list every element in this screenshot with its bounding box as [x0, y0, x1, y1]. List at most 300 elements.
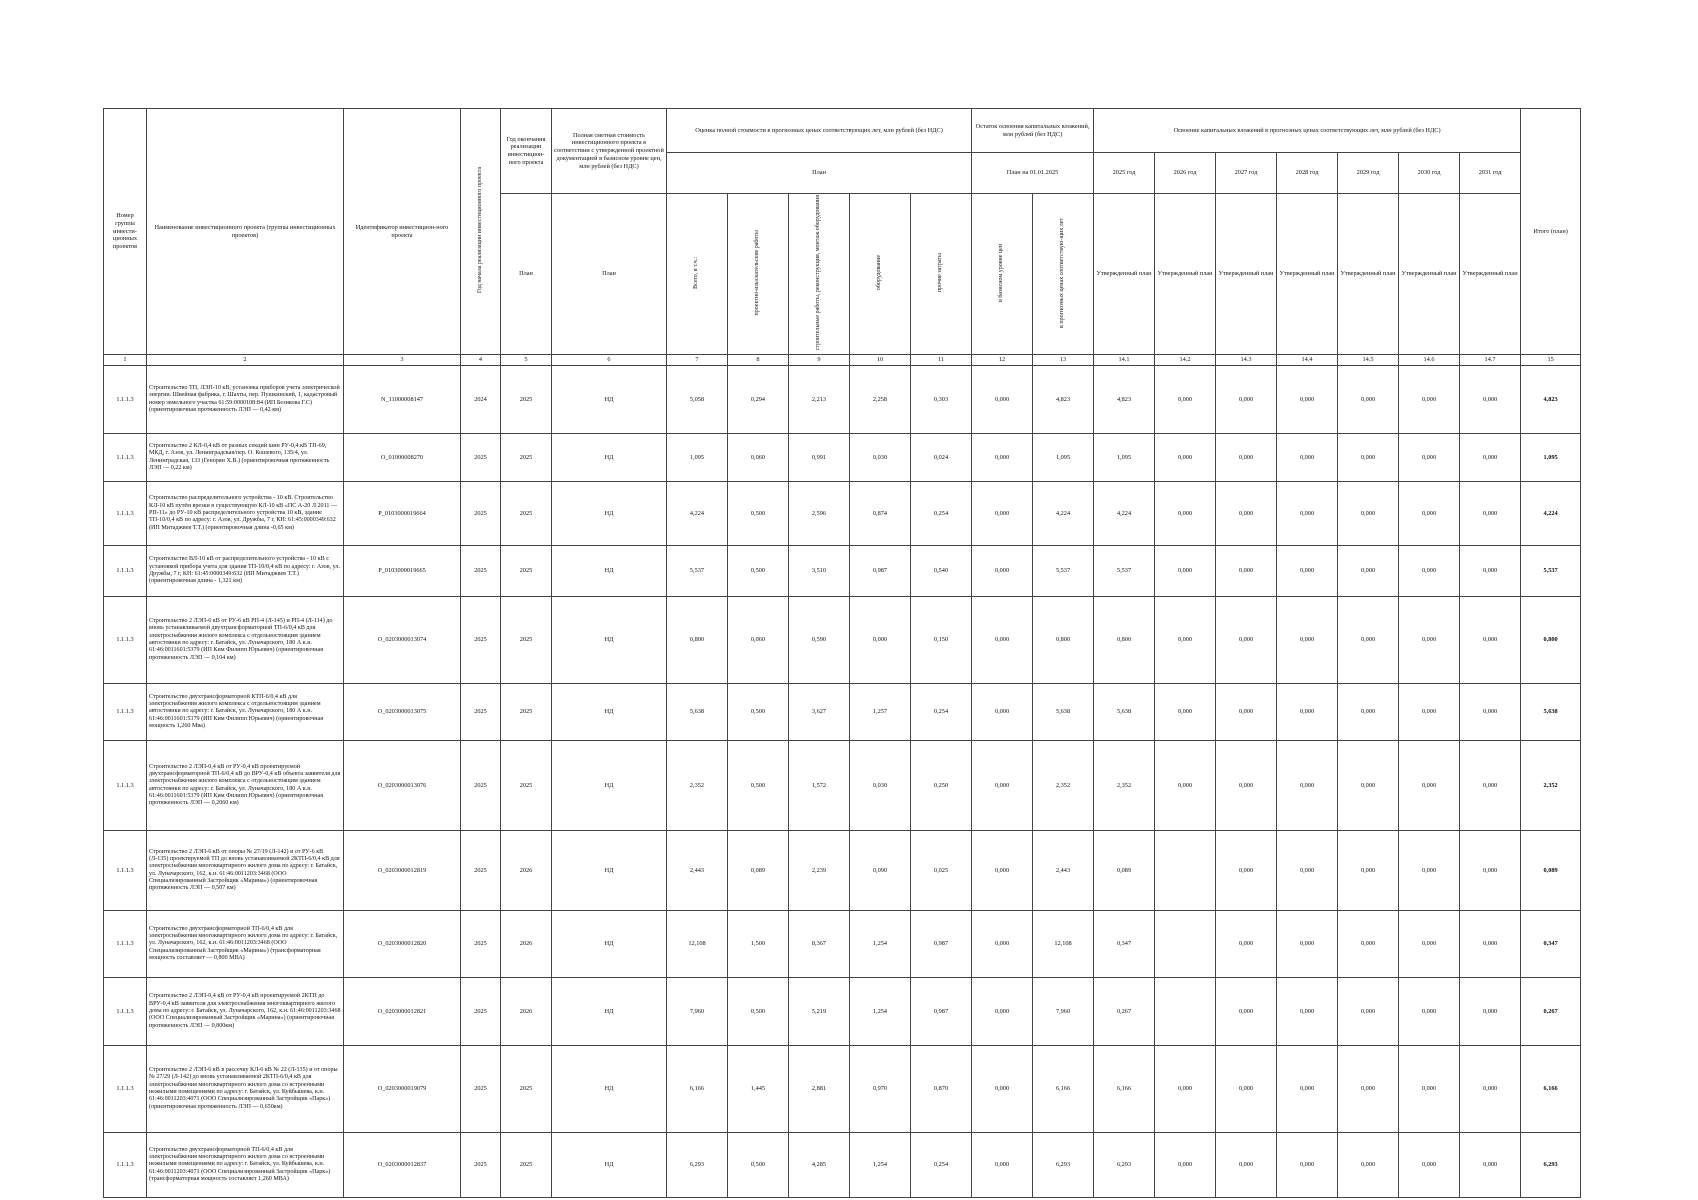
end-year-cell: 2025: [501, 741, 552, 831]
total-plan-cell: 6,293: [1521, 1133, 1581, 1198]
plan-2030-cell: 0,000: [1399, 741, 1460, 831]
group-number-cell: 1.1.1.3: [104, 911, 147, 978]
other-cell: 0,303: [911, 366, 972, 434]
plan-2028-cell: 0,000: [1277, 831, 1338, 911]
estimate-cell: НД: [552, 1046, 667, 1133]
column-number: 12: [972, 355, 1033, 366]
plan-2029-cell: 0,000: [1338, 482, 1399, 546]
start-year-cell: 2025: [461, 482, 501, 546]
remaining-base-cell: 0,000: [972, 741, 1033, 831]
header-plan-date: План на 01.01.2025: [972, 153, 1094, 194]
header-start-year-label: Год начала реализации инвестиционного проекта: [476, 167, 483, 294]
column-number: 11: [911, 355, 972, 366]
header-capex: Освоение капитальных вложений в прогнозных ценах соответствующих лет, млн рублей (без НДС): [1094, 109, 1521, 153]
column-number: 3: [344, 355, 461, 366]
project-name-cell: Строительство 2 ЛЭП-6 кВ в рассечку КЛ-6 кВ № 22 (Л-135) и от опоры № 27/29 (Л-142) до вновь устанавливаемой 2КТП-6/0,4 кВ для электроснабжения многоквартирного жилого дома со встроенными нежилыми помещениями по адресу: г. Батайск, ул. Куйбышева, к.н. 61:46:0011203:4071 (ООО Специализированный Застройщик «Парк») (ориентировочная протяженность ЛЭП — 0,650км): [147, 1046, 344, 1133]
estimate-cell: НД: [552, 366, 667, 434]
plan-2027-cell: 0,000: [1216, 1046, 1277, 1133]
table-row: [104, 546, 1581, 597]
header-approved-2030: Утвержденный план: [1399, 194, 1460, 355]
group-number-cell: 1.1.1.3: [104, 741, 147, 831]
plan-2027-cell: 0,000: [1216, 831, 1277, 911]
header-equipment: [850, 194, 911, 355]
plan-2027-cell: 0,000: [1216, 434, 1277, 482]
start-year-cell: 2025: [461, 1046, 501, 1133]
remaining-forecast-cell: 0,800: [1033, 597, 1094, 684]
plan-2025-cell: 4,224: [1094, 482, 1155, 546]
plan-2029-cell: 0,000: [1338, 831, 1399, 911]
project-name-cell: Строительство двухтрансформаторной ТП-6/0,4 кВ для электроснабжения многоквартирного жилого дома по адресу: г. Батайск, ул. Луначарского, 162, к.н. 61:46:0011203:3468 (ООО Специализированный Застройщик «Марина») (трансформаторная мощность составляет — 0,800 МВА): [147, 911, 344, 978]
other-cell: 0,250: [911, 741, 972, 831]
end-year-cell: 2025: [501, 546, 552, 597]
header-total-incl: [667, 194, 728, 355]
plan-2027-cell: 0,000: [1216, 741, 1277, 831]
plan-2031-cell: 0,000: [1460, 741, 1521, 831]
pir-cell: 0,500: [728, 978, 789, 1046]
other-cell: 0,254: [911, 684, 972, 741]
pir-cell: 0,500: [728, 546, 789, 597]
total-cost-cell: 6,166: [667, 1046, 728, 1133]
total-plan-cell: 4,224: [1521, 482, 1581, 546]
column-number: 2: [147, 355, 344, 366]
plan-2026-cell: 0,000: [1155, 366, 1216, 434]
end-year-cell: 2025: [501, 597, 552, 684]
header-year-2026: 2026 год: [1155, 153, 1216, 194]
plan-2029-cell: 0,000: [1338, 978, 1399, 1046]
column-number: 13: [1033, 355, 1094, 366]
remaining-forecast-cell: 1,095: [1033, 434, 1094, 482]
plan-2031-cell: 0,000: [1460, 831, 1521, 911]
equipment-cell: 0,030: [850, 434, 911, 482]
column-number: 15: [1521, 355, 1581, 366]
project-id-cell: O_0203000013076: [344, 741, 461, 831]
plan-2028-cell: 0,000: [1277, 684, 1338, 741]
header-approved-2025: Утвержденный план: [1094, 194, 1155, 355]
plan-2026-cell: 0,000: [1155, 546, 1216, 597]
total-plan-cell: 0,267: [1521, 978, 1581, 1046]
table-row: [104, 684, 1581, 741]
project-name-cell: Строительство 2 КЛ-0,4 кВ от разных секций шин РУ-0,4 кВ ТП-69, МКД, г. Азов, ул. Ленинградская/пер. О. Кошевого, 135/4, ул. Ленинградская, 133 (Генорян Х.В.) (ориентировочная протяженность ЛЭП — 0,22 км): [147, 434, 344, 482]
plan-2030-cell: 0,000: [1399, 546, 1460, 597]
group-number-cell: 1.1.1.3: [104, 978, 147, 1046]
project-id-cell: O_0203000012821: [344, 978, 461, 1046]
equipment-cell: 1,254: [850, 1133, 911, 1198]
header-plan: План: [667, 153, 972, 194]
remaining-base-cell: 0,000: [972, 1046, 1033, 1133]
plan-2029-cell: 0,000: [1338, 684, 1399, 741]
plan-2027-cell: 0,000: [1216, 482, 1277, 546]
plan-2025-cell: 5,537: [1094, 546, 1155, 597]
remaining-forecast-cell: 12,108: [1033, 911, 1094, 978]
header-approved-2026: Утвержденный план: [1155, 194, 1216, 355]
plan-2030-cell: 0,000: [1399, 978, 1460, 1046]
plan-2030-cell: 0,000: [1399, 1133, 1460, 1198]
remaining-base-cell: 0,000: [972, 597, 1033, 684]
smr-cell: 2,213: [789, 366, 850, 434]
plan-2026-cell: 0,000: [1155, 684, 1216, 741]
total-cost-cell: 4,224: [667, 482, 728, 546]
plan-2025-cell: 1,095: [1094, 434, 1155, 482]
plan-2028-cell: 0,000: [1277, 911, 1338, 978]
column-number: 7: [667, 355, 728, 366]
column-number: 6: [552, 355, 667, 366]
estimate-cell: НД: [552, 978, 667, 1046]
project-id-cell: N_11000008147: [344, 366, 461, 434]
table-row: [104, 1133, 1581, 1198]
other-cell: 0,254: [911, 1133, 972, 1198]
column-number: 14.2: [1155, 355, 1216, 366]
header-smr-label: строительные работы, реконструкция, монтаж оборудования: [815, 195, 822, 351]
start-year-cell: 2025: [461, 684, 501, 741]
remaining-base-cell: 0,000: [972, 1133, 1033, 1198]
other-cell: 0,025: [911, 831, 972, 911]
pir-cell: 1,445: [728, 1046, 789, 1133]
remaining-forecast-cell: 5,638: [1033, 684, 1094, 741]
project-id-cell: P_0103000019664: [344, 482, 461, 546]
header-year-2030: 2030 год: [1399, 153, 1460, 194]
table-row: [104, 741, 1581, 831]
column-number-row: [104, 355, 1581, 366]
remaining-forecast-cell: 6,293: [1033, 1133, 1094, 1198]
plan-2026-cell: 0,000: [1155, 1133, 1216, 1198]
group-number-cell: 1.1.1.3: [104, 434, 147, 482]
remaining-base-cell: 0,000: [972, 434, 1033, 482]
project-id-cell: O_0203000019079: [344, 1046, 461, 1133]
plan-2028-cell: 0,000: [1277, 741, 1338, 831]
plan-2027-cell: 0,000: [1216, 978, 1277, 1046]
group-number-cell: 1.1.1.3: [104, 597, 147, 684]
plan-2027-cell: 0,000: [1216, 546, 1277, 597]
total-cost-cell: 5,058: [667, 366, 728, 434]
project-id-cell: O_0203000013074: [344, 597, 461, 684]
project-id-cell: O_01000008270: [344, 434, 461, 482]
header-forecast-prices: [1033, 194, 1094, 355]
table-row: [104, 978, 1581, 1046]
table-body: [104, 355, 1581, 1198]
pir-cell: 0,294: [728, 366, 789, 434]
column-number: 14.6: [1399, 355, 1460, 366]
total-cost-cell: 6,293: [667, 1133, 728, 1198]
plan-2026-cell: 0,000: [1155, 741, 1216, 831]
plan-2029-cell: 0,000: [1338, 546, 1399, 597]
plan-2029-cell: 0,000: [1338, 597, 1399, 684]
table-row: [104, 482, 1581, 546]
other-cell: 0,024: [911, 434, 972, 482]
header-year-2029: 2029 год: [1338, 153, 1399, 194]
header-total-plan: Итого (план): [1521, 109, 1581, 355]
header-start-year: [461, 109, 501, 355]
header-smr: [789, 194, 850, 355]
header-project-name: Наименование инвестиционного проекта (группы инвестиционных проектов): [147, 109, 344, 355]
smr-cell: 4,285: [789, 1133, 850, 1198]
remaining-forecast-cell: 2,443: [1033, 831, 1094, 911]
plan-2027-cell: 0,000: [1216, 911, 1277, 978]
total-cost-cell: 5,638: [667, 684, 728, 741]
start-year-cell: 2025: [461, 597, 501, 684]
total-plan-cell: 0,347: [1521, 911, 1581, 978]
column-number: 10: [850, 355, 911, 366]
total-cost-cell: 1,095: [667, 434, 728, 482]
smr-cell: 2,596: [789, 482, 850, 546]
smr-cell: 0,590: [789, 597, 850, 684]
header-estimate: Полная сметная стоимость инвестиционного проекта в соответствии с утвержденной проектной документацией в базисном уровне цен, млн рублей (без НДС): [552, 109, 667, 194]
plan-2028-cell: 0,000: [1277, 482, 1338, 546]
other-cell: 0,987: [911, 978, 972, 1046]
equipment-cell: 0,030: [850, 741, 911, 831]
total-plan-cell: 1,095: [1521, 434, 1581, 482]
smr-cell: 8,367: [789, 911, 850, 978]
pir-cell: 0,500: [728, 1133, 789, 1198]
plan-2029-cell: 0,000: [1338, 1046, 1399, 1133]
plan-2029-cell: 0,000: [1338, 366, 1399, 434]
investment-projects-table: [103, 108, 1581, 1198]
plan-2031-cell: 0,000: [1460, 546, 1521, 597]
start-year-cell: 2025: [461, 911, 501, 978]
end-year-cell: 2026: [501, 911, 552, 978]
plan-2028-cell: 0,000: [1277, 597, 1338, 684]
plan-2026-cell: [1155, 831, 1216, 911]
start-year-cell: 2025: [461, 546, 501, 597]
end-year-cell: 2025: [501, 1046, 552, 1133]
pir-cell: 0,500: [728, 741, 789, 831]
plan-2025-cell: 2,352: [1094, 741, 1155, 831]
project-id-cell: O_0203000012819: [344, 831, 461, 911]
project-name-cell: Строительство двухтрансформаторной КТП-6/0,4 кВ для электроснабжения жилого комплекса с отдельностоящим зданием автостоянки по адресу: г. Батайск, ул. Луначарского, 180 А к.н. 61:46:0011601:5379 (ИП Ким Филипп Юрьевич) (ориентировочная мощность 1,260 Мва): [147, 684, 344, 741]
plan-2029-cell: 0,000: [1338, 434, 1399, 482]
plan-2026-cell: 0,000: [1155, 482, 1216, 546]
total-plan-cell: 5,638: [1521, 684, 1581, 741]
plan-2025-cell: 0,267: [1094, 978, 1155, 1046]
header-other: [911, 194, 972, 355]
table-row: [104, 597, 1581, 684]
plan-2030-cell: 0,000: [1399, 1046, 1460, 1133]
start-year-cell: 2024: [461, 366, 501, 434]
plan-2031-cell: 0,000: [1460, 366, 1521, 434]
remaining-forecast-cell: 4,823: [1033, 366, 1094, 434]
project-id-cell: O_0203000012837: [344, 1133, 461, 1198]
end-year-cell: 2026: [501, 978, 552, 1046]
plan-2027-cell: 0,000: [1216, 597, 1277, 684]
plan-2025-cell: 4,823: [1094, 366, 1155, 434]
total-cost-cell: 12,108: [667, 911, 728, 978]
header-base-prices: [972, 194, 1033, 355]
end-year-cell: 2025: [501, 1133, 552, 1198]
total-plan-cell: 0,089: [1521, 831, 1581, 911]
smr-cell: 5,219: [789, 978, 850, 1046]
plan-2028-cell: 0,000: [1277, 366, 1338, 434]
plan-2029-cell: 0,000: [1338, 911, 1399, 978]
plan-2031-cell: 0,000: [1460, 482, 1521, 546]
header-other-label: прочие затраты: [937, 253, 944, 293]
estimate-cell: НД: [552, 1133, 667, 1198]
header-approved-2027: Утвержденный план: [1216, 194, 1277, 355]
total-cost-cell: 2,352: [667, 741, 728, 831]
plan-2031-cell: 0,000: [1460, 597, 1521, 684]
header-approved-2029: Утвержденный план: [1338, 194, 1399, 355]
estimate-cell: НД: [552, 831, 667, 911]
plan-2027-cell: 0,000: [1216, 1133, 1277, 1198]
other-cell: 0,540: [911, 546, 972, 597]
plan-2026-cell: [1155, 911, 1216, 978]
project-name-cell: Строительство 2 ЛЭП-6 кВ от опоры № 27/19 (Л-142) и от РУ-6 кВ (Л-135) проектируемой ТП до вновь устанавливаемой 2КТП-6/0,4 кВ для электроснабжения многоквартирного жилого дома по адресу: г. Батайск, ул. Луначарского, 162, к.н. 61:46:0011203:3468 (ООО Специализированный Застройщик «Марина») (ориентировочная протяженность ЛЭП — 0,507 км): [147, 831, 344, 911]
equipment-cell: 1,254: [850, 978, 911, 1046]
group-number-cell: 1.1.1.3: [104, 684, 147, 741]
group-number-cell: 1.1.1.3: [104, 482, 147, 546]
header-project-id: Идентификатор инвестицион-ного проекта: [344, 109, 461, 355]
equipment-cell: 1,257: [850, 684, 911, 741]
plan-2030-cell: 0,000: [1399, 911, 1460, 978]
start-year-cell: 2025: [461, 831, 501, 911]
smr-cell: 0,991: [789, 434, 850, 482]
estimate-cell: НД: [552, 741, 667, 831]
pir-cell: 0,060: [728, 597, 789, 684]
plan-2025-cell: 5,638: [1094, 684, 1155, 741]
column-number: 9: [789, 355, 850, 366]
plan-2031-cell: 0,000: [1460, 911, 1521, 978]
plan-2026-cell: [1155, 978, 1216, 1046]
equipment-cell: 0,090: [850, 831, 911, 911]
project-name-cell: Строительство ВЛ-10 кВ от распределительного устройства - 10 кВ с установкой прибора учета для здания ТП-10/0,4 кВ по адресу: г. Азов, ул. Дружбы, 7 г, КН: 61:45:0000349:632 (ИП Митаджвев Т.Т.) (ориентировочная длина - 1,321 км): [147, 546, 344, 597]
pir-cell: 0,089: [728, 831, 789, 911]
column-number: 14.4: [1277, 355, 1338, 366]
start-year-cell: 2025: [461, 741, 501, 831]
table-row: [104, 911, 1581, 978]
header-group-number: Номер группы инвести-ционных проектов: [104, 109, 147, 355]
remaining-base-cell: 0,000: [972, 911, 1033, 978]
plan-2030-cell: 0,000: [1399, 434, 1460, 482]
total-cost-cell: 7,960: [667, 978, 728, 1046]
equipment-cell: 1,254: [850, 911, 911, 978]
estimate-cell: НД: [552, 546, 667, 597]
total-plan-cell: 2,352: [1521, 741, 1581, 831]
plan-2028-cell: 0,000: [1277, 1133, 1338, 1198]
header-year-2028: 2028 год: [1277, 153, 1338, 194]
column-number: 8: [728, 355, 789, 366]
remaining-base-cell: 0,000: [972, 546, 1033, 597]
equipment-cell: 2,258: [850, 366, 911, 434]
project-name-cell: Строительство 2 ЛЭП-0,4 кВ от РУ-0,4 кВ проектируемой 2КТП до ВРУ-0,4 кВ заявителя для электроснабжения многоквартирного жилого дома по адресу: г. Батайск, ул. Луначарского, 162, к.н. 61:46:0011203:3468 (ООО Специализированный Застройщик «Марина») (ориентировочная протяженность ЛЭП — 0,800км): [147, 978, 344, 1046]
end-year-cell: 2025: [501, 366, 552, 434]
smr-cell: 2,881: [789, 1046, 850, 1133]
group-number-cell: 1.1.1.3: [104, 366, 147, 434]
plan-2027-cell: 0,000: [1216, 684, 1277, 741]
remaining-base-cell: 0,000: [972, 978, 1033, 1046]
remaining-base-cell: 0,000: [972, 831, 1033, 911]
plan-2025-cell: 0,089: [1094, 831, 1155, 911]
remaining-forecast-cell: 5,537: [1033, 546, 1094, 597]
remaining-forecast-cell: 4,224: [1033, 482, 1094, 546]
plan-2031-cell: 0,000: [1460, 1046, 1521, 1133]
end-year-cell: 2026: [501, 831, 552, 911]
estimate-cell: НД: [552, 434, 667, 482]
header-base-prices-label: в базисном уровне цен: [998, 243, 1005, 302]
remaining-forecast-cell: 7,960: [1033, 978, 1094, 1046]
table-row: [104, 434, 1581, 482]
other-cell: 0,870: [911, 1046, 972, 1133]
total-cost-cell: 5,537: [667, 546, 728, 597]
column-number: 4: [461, 355, 501, 366]
total-plan-cell: 4,823: [1521, 366, 1581, 434]
plan-2030-cell: 0,000: [1399, 597, 1460, 684]
plan-2025-cell: 0,347: [1094, 911, 1155, 978]
remaining-base-cell: 0,000: [972, 366, 1033, 434]
column-number: 14.7: [1460, 355, 1521, 366]
plan-2030-cell: 0,000: [1399, 366, 1460, 434]
project-name-cell: Строительство ТП, ЛЭП-10 кВ, установка приборов учета электрической энергии. Швейная фабрика, г. Шахты, пер. Пушкинский, 1, кадастровый номер земельного участка 61:59:0000108:84 (ИП Безикова Г.С)(ориентировочная протяженность ЛЭП — 0,42 км): [147, 366, 344, 434]
table-header: [104, 109, 1581, 355]
start-year-cell: 2025: [461, 1133, 501, 1198]
estimate-cell: НД: [552, 482, 667, 546]
header-approved-2031: Утвержденный план: [1460, 194, 1521, 355]
header-year-2025: 2025 год: [1094, 153, 1155, 194]
start-year-cell: 2025: [461, 978, 501, 1046]
smr-cell: 3,627: [789, 684, 850, 741]
group-number-cell: 1.1.1.3: [104, 546, 147, 597]
group-number-cell: 1.1.1.3: [104, 831, 147, 911]
project-id-cell: O_0203000013075: [344, 684, 461, 741]
equipment-cell: 0,000: [850, 597, 911, 684]
table-row: [104, 831, 1581, 911]
header-equipment-label: оборудование: [876, 255, 883, 291]
total-cost-cell: 2,443: [667, 831, 728, 911]
start-year-cell: 2025: [461, 434, 501, 482]
plan-2028-cell: 0,000: [1277, 1046, 1338, 1133]
project-id-cell: O_0203000012820: [344, 911, 461, 978]
table-row: [104, 366, 1581, 434]
header-forecast-cost: Оценка полной стоимости в прогнозных ценах соответствующих лет, млн рублей (без НДС): [667, 109, 972, 153]
total-cost-cell: 0,800: [667, 597, 728, 684]
plan-2030-cell: 0,000: [1399, 684, 1460, 741]
plan-2026-cell: 0,000: [1155, 434, 1216, 482]
smr-cell: 3,510: [789, 546, 850, 597]
smr-cell: 1,572: [789, 741, 850, 831]
estimate-cell: НД: [552, 597, 667, 684]
column-number: 5: [501, 355, 552, 366]
plan-2025-cell: 6,293: [1094, 1133, 1155, 1198]
group-number-cell: 1.1.1.3: [104, 1046, 147, 1133]
plan-2029-cell: 0,000: [1338, 1133, 1399, 1198]
header-pir: [728, 194, 789, 355]
plan-2031-cell: 0,000: [1460, 1133, 1521, 1198]
plan-2030-cell: 0,000: [1399, 482, 1460, 546]
column-number: 1: [104, 355, 147, 366]
plan-2028-cell: 0,000: [1277, 978, 1338, 1046]
project-name-cell: Строительство распределительного устройства - 10 кВ. Строительство КЛ-10 кВ путём врезки в существующую КЛ-10 кВ «ПС А-20 Л 2011 — РП-11» до РУ-10 кВ распределительного устройства 10 кВ, здание ТП-10/0,4 кВ по адресу: г. Азов, ул. Дружбы, 7 г, КН: 61:45:0000349:632 (ИП Митаджвев Т.Т.) (ориентировочная длина -0,65 км): [147, 482, 344, 546]
header-end-year: Год окончания реализации инвестицион-ного проекта: [501, 109, 552, 194]
other-cell: 0,987: [911, 911, 972, 978]
plan-2031-cell: 0,000: [1460, 978, 1521, 1046]
remaining-forecast-cell: 2,352: [1033, 741, 1094, 831]
remaining-base-cell: 0,000: [972, 482, 1033, 546]
header-approved-2028: Утвержденный план: [1277, 194, 1338, 355]
column-number: 14.1: [1094, 355, 1155, 366]
plan-2031-cell: 0,000: [1460, 684, 1521, 741]
column-number: 14.5: [1338, 355, 1399, 366]
group-number-cell: 1.1.1.3: [104, 1133, 147, 1198]
remaining-base-cell: 0,000: [972, 684, 1033, 741]
remaining-forecast-cell: 6,166: [1033, 1046, 1094, 1133]
plan-2031-cell: 0,000: [1460, 434, 1521, 482]
plan-2027-cell: 0,000: [1216, 366, 1277, 434]
estimate-cell: НД: [552, 911, 667, 978]
table-row: [104, 1046, 1581, 1133]
equipment-cell: 0,874: [850, 482, 911, 546]
smr-cell: 2,239: [789, 831, 850, 911]
plan-2030-cell: 0,000: [1399, 831, 1460, 911]
header-pir-label: проектно-изыскательские работы: [754, 229, 761, 316]
plan-2025-cell: 0,800: [1094, 597, 1155, 684]
plan-2028-cell: 0,000: [1277, 546, 1338, 597]
